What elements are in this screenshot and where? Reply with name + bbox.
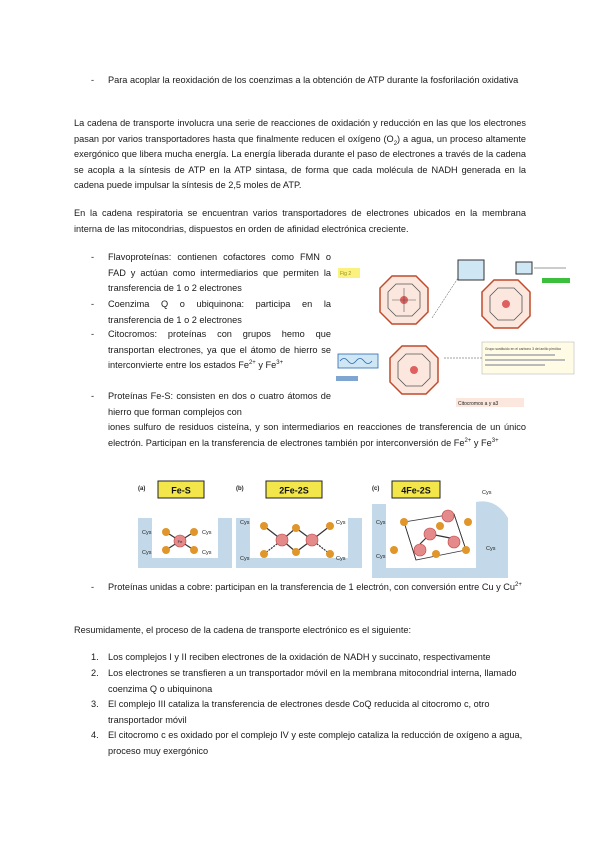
carrier-fes-continuation [108, 420, 526, 451]
step-number: 3. [91, 699, 99, 709]
cys-label: Cys [376, 520, 386, 526]
dash-marker: - [91, 252, 95, 262]
paragraph-transport-chain [74, 116, 526, 194]
dash-marker: - [91, 329, 95, 339]
cys-label: Cys [336, 520, 346, 526]
panel-tag-title: 4Fe-2S [401, 485, 431, 496]
intro-bullet-text: Para acoplar la reoxidación de los coenzimas a la obtención de ATP durante la fosforilación oxidativa [108, 75, 519, 85]
cys-label: Cys [142, 530, 152, 536]
fes-cluster-figure [136, 478, 512, 580]
panel-tag: (a) [138, 486, 146, 492]
s-atom [400, 518, 408, 526]
fes-sup-1: 2+ [464, 437, 472, 444]
carrier-flavoproteins-text: Flavoproteínas: contienen cofactores como FMN o FAD y actúan como intermediarios que permiten la transferencia de 1 o 2 electrones [108, 252, 331, 294]
dash-marker: - [91, 75, 95, 85]
s-atom [462, 546, 470, 554]
cyto-sup-2: 3+ [276, 360, 284, 367]
cys-label: Cys [336, 556, 346, 562]
dash-marker: - [91, 582, 95, 592]
note-text: Grupo sustituido en el carbono 3 del anillo pirrólico [485, 347, 562, 351]
cys-label: Cys [486, 546, 496, 552]
fes-sup-2: 3+ [491, 437, 499, 444]
step-number: 4. [91, 730, 99, 740]
s-atom [436, 522, 444, 530]
summary-intro: Resumidamente, el proceso de la cadena de transporte electrónico es el siguiente: [74, 625, 412, 635]
panel-tag: (b) [236, 486, 244, 492]
para1-text-a: La cadena de transporte involucra una serie de reacciones de oxidación y reducción en las que los electrones pasan por varios transportadores hasta que finalmente reducen el oxígeno (O [74, 118, 526, 144]
s-atom [292, 548, 300, 556]
s-atom [326, 522, 334, 530]
carrier-fes-text-a: Proteínas Fe-S: consisten en dos o cuatro átomos de hierro que forman complejos con [108, 391, 331, 417]
fes-panel-a [138, 481, 232, 568]
step-text: Los complejos I y II reciben electrones de la oxidación de NADH y succinato, respectivamente [108, 652, 491, 662]
cys-label: Cys [376, 554, 386, 560]
fe-atom [424, 528, 436, 540]
carrier-coenzyme-q-text: Coenzima Q o ubiquinona: participa en la transferencia de 1 o 2 electrones [108, 299, 331, 325]
step-text: El complejo III cataliza la transferencia de electrones desde CoQ reducida al citocromo c, otro transportador móvil [108, 699, 490, 725]
copper-text-a: Proteínas unidas a cobre: participan en la transferencia de 1 electrón, con conversión entre Cu y Cu [108, 582, 516, 592]
s-atom [464, 518, 472, 526]
dash-marker: - [91, 299, 95, 309]
dash-marker: - [91, 391, 95, 401]
cytochrome-heme-figure [334, 258, 580, 410]
bottom-label: Citocromos a y a3 [458, 401, 499, 407]
para1-subscript: 2 [393, 140, 398, 147]
fe-atom [448, 536, 460, 548]
heme-structure-1 [380, 276, 428, 324]
s-atom [162, 528, 170, 536]
fes-text-b: iones sulfuro de residuos cisteína, y son intermediarios en reacciones de transferencia de un único electrón. Participan en la transferencia de electrones también por interconversión de Fe [108, 422, 526, 448]
paragraph-respiratory-chain: En la cadena respiratoria se encuentran varios transportadores de electrones ubicados en la membrana interna de las mitocondrias, dispuestos en orden de afinidad electrónica creciente. [74, 208, 526, 234]
s-atom [162, 546, 170, 554]
fe-atom [414, 544, 426, 556]
fe-label: Fe [177, 539, 183, 544]
step-text: Los electrones se transfieren a un transportador móvil en la membrana mitocondrial interna, llamado coenzima Q o ubiquinona [108, 668, 517, 694]
cys-label: Cys [202, 550, 212, 556]
fe-atom [306, 534, 318, 546]
cys-label: Cys [142, 550, 152, 556]
cys-label: Cys [240, 520, 250, 526]
para1-text-b: ) a agua, un proceso altamente exergónico que libera mucha energía. La energía liberada durante el paso de electrones a través de la cadena se acopla a la síntesis de ATP en la ATP sintasa, de forma que cada molécula de NADH generada en la cadena puede impulsar la síntesis de 2,5 moles de ATP. [74, 133, 526, 191]
carrier-copper-text [108, 580, 526, 596]
fes-panel-c [372, 481, 508, 578]
s-atom [260, 550, 268, 558]
step-text: El citocromo c es oxidado por el complejo IV y este complejo cataliza la reducción de oxígeno a agua, proceso muy exergónico [108, 730, 523, 756]
step-number: 1. [91, 652, 99, 662]
cyto-sup-1: 2+ [248, 360, 256, 367]
s-atom [260, 522, 268, 530]
cys-label: Cys [240, 556, 250, 562]
s-atom [190, 528, 198, 536]
cyto-text-b: y Fe [258, 360, 277, 371]
step-number: 2. [91, 668, 99, 678]
cys-label: Cys [482, 490, 492, 496]
s-atom [292, 524, 300, 532]
panel-title: 2Fe-2S [279, 485, 309, 496]
fes-text-c: y Fe [471, 437, 492, 448]
fes-panel-b [236, 481, 362, 568]
fe-atom [276, 534, 288, 546]
cys-label: Cys [202, 530, 212, 536]
panel-title: Fe-S [171, 485, 191, 496]
s-atom [190, 546, 198, 554]
s-atom [326, 550, 334, 558]
s-atom [390, 546, 398, 554]
copper-sup: 2+ [515, 581, 522, 588]
cyto-text-a: Citocromos: proteínas con grupos hemo que transportan electrones, ya que el átomo de hierro se interconvierte entre los estados Fe [108, 329, 331, 371]
figure-label-highlight [338, 268, 360, 278]
s-atom [432, 550, 440, 558]
carrier-cytochromes-text [108, 327, 331, 374]
fe-atom [442, 510, 454, 522]
membrane-shape [372, 501, 508, 578]
panel-tag: (c) [372, 486, 380, 492]
